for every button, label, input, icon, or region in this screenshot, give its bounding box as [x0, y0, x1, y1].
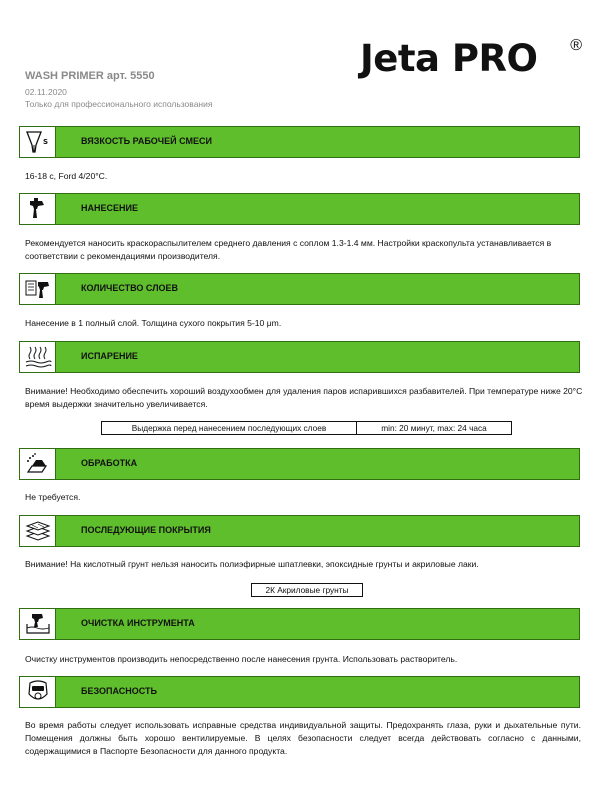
- usage-note: Только для профессионального использования: [25, 99, 213, 109]
- registered-mark: ®: [570, 37, 582, 54]
- section-cleaning-label: ОЧИСТКА ИНСТРУМЕНТА: [81, 618, 195, 628]
- section-viscosity-label: ВЯЗКОСТЬ РАБОЧЕЙ СМЕСИ: [81, 136, 212, 146]
- topcoat-table: 2К Акриловые грунты: [251, 583, 363, 597]
- section-flash-text: Внимание! Необходимо обеспечить хороший воздухообмен для удаления паров испарившихся разбавителей. При температуре ниже 20°С время выдержки значительно увеличивается.: [25, 386, 583, 409]
- svg-text:S: S: [43, 138, 49, 146]
- layers-icon: [20, 516, 56, 546]
- section-topcoats-bar: [19, 515, 580, 547]
- section-safety-bar: [19, 676, 580, 708]
- viscosity-cup-icon: [20, 127, 56, 157]
- spray-layers-icon: [20, 274, 56, 304]
- section-safety-text: Во время работы следует использовать исправные средства индивидуальной защиты. Предохранять глаза, руки и дыхательные пути. Помещения должны быть хорошо вентилируемые. В целях безопасности следует всегда действовать согласно с данными, содержащимися в Паспорте Безопасности для данного продукта.: [25, 720, 581, 756]
- section-viscosity-text: 16-18 с, Ford 4/20°С.: [25, 171, 108, 181]
- section-coats-bar: [19, 273, 580, 305]
- section-sanding-bar: [19, 448, 580, 480]
- logo-wordmark: Jeta PRO: [360, 37, 538, 80]
- section-cleaning-text: Очистку инструментов производить непосредственно после нанесения грунта. Использовать растворитель.: [25, 654, 458, 664]
- section-sanding-text: Не требуется.: [25, 492, 81, 502]
- section-safety-label: БЕЗОПАСНОСТЬ: [81, 686, 157, 696]
- flash-time-table: [101, 421, 512, 435]
- evaporation-icon: [20, 342, 56, 372]
- section-application-bar: [19, 193, 580, 225]
- section-topcoats-label: ПОСЛЕДУЮЩИЕ ПОКРЫТИЯ: [81, 525, 211, 535]
- product-title: WASH PRIMER арт. 5550: [25, 70, 155, 82]
- sanding-icon: [20, 449, 56, 479]
- section-flash-label: ИСПАРЕНИЕ: [81, 351, 138, 361]
- brand-logo: [360, 38, 582, 80]
- flash-time-label: Выдержка перед нанесением последующих слоев: [102, 422, 357, 434]
- section-flash-bar: [19, 341, 580, 373]
- tool-cleaning-icon: [20, 609, 56, 639]
- section-sanding-label: ОБРАБОТКА: [81, 458, 138, 468]
- flash-time-value: min: 20 минут, max: 24 часа: [381, 423, 487, 433]
- section-topcoats-text: Внимание! На кислотный грунт нельзя наносить полиэфирные шпатлевки, эпоксидные грунты и акриловые лаки.: [25, 559, 479, 569]
- section-application-text: Рекомендуется наносить краскораспылителем среднего давления с соплом 1.3-1.4 мм. Настройки краскопульта устанавливается в соответствии с рекомендациями производителя.: [25, 238, 552, 261]
- section-coats-label: КОЛИЧЕСТВО СЛОЕВ: [81, 283, 179, 293]
- document-date: 02.11.2020: [25, 87, 67, 97]
- section-viscosity-bar: [19, 126, 580, 158]
- section-application-label: НАНЕСЕНИЕ: [81, 203, 138, 213]
- section-coats-text: Нанесение в 1 полный слой. Толщина сухого покрытия 5-10 μm.: [25, 318, 282, 328]
- section-cleaning-bar: [19, 608, 580, 640]
- spray-gun-icon: [20, 194, 56, 224]
- safety-mask-icon: [20, 677, 56, 707]
